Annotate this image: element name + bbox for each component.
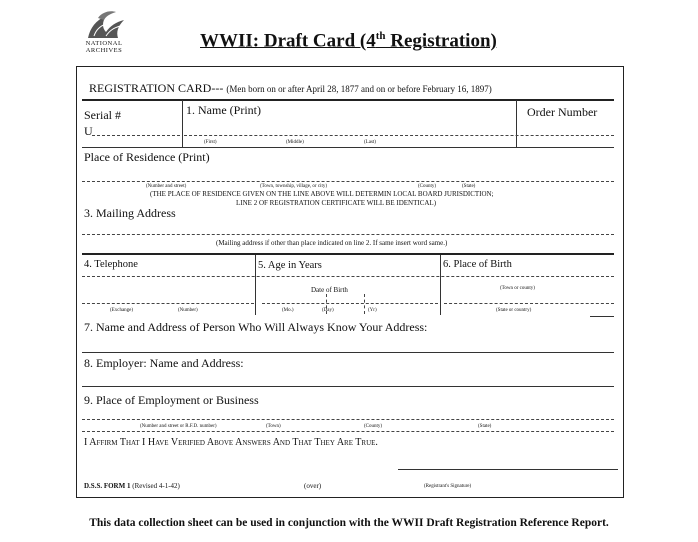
- residence-state-caption: (State): [462, 184, 476, 189]
- card-heading: REGISTRATION CARD--- (Men born on or after April 28, 1877 and on or before February 16, 1897): [89, 81, 492, 95]
- mailing-label: 3. Mailing Address: [84, 206, 176, 220]
- divider: [590, 316, 614, 317]
- residence-county-caption: (County): [418, 184, 437, 189]
- dob-label: Date of Birth: [311, 286, 348, 294]
- residence-town-caption: (Town, township, village, or city): [260, 184, 327, 189]
- employer-input-line[interactable]: [82, 386, 614, 387]
- residence-street-caption: (Number and street): [146, 184, 187, 189]
- exchange-caption: (Exchange): [110, 308, 134, 313]
- serial-input-line[interactable]: [92, 135, 180, 136]
- serial-prefix: U: [84, 124, 93, 138]
- dob-divider: [364, 294, 365, 314]
- mailing-note: (Mailing address if other than place indicated on line 2. If same insert word same.): [216, 239, 448, 247]
- employer-label: 8. Employer: Name and Address:: [84, 356, 244, 370]
- employment-county-caption: (County): [364, 424, 383, 429]
- birthplace-input-line[interactable]: [444, 303, 614, 304]
- residence-input-line[interactable]: [82, 181, 614, 182]
- over-note: (over): [304, 482, 322, 490]
- year-caption: (Yr): [368, 308, 377, 313]
- divider: [82, 431, 614, 432]
- mailing-input-line[interactable]: [82, 234, 614, 235]
- employment-label: 9. Place of Employment or Business: [84, 393, 259, 407]
- form-id: D.S.S. FORM 1 (Revised 4-1-42): [84, 482, 180, 490]
- employment-street-caption: (Number and street or R.F.D. number): [140, 424, 217, 429]
- divider: [516, 100, 517, 148]
- state-country-caption: (State or country): [496, 308, 532, 313]
- name-first-caption: (First): [204, 140, 217, 145]
- birthplace-label: 6. Place of Birth: [443, 259, 512, 270]
- divider: [182, 100, 183, 148]
- name-last-caption: (Last): [364, 140, 376, 145]
- affirmation-text: I Affirm That I Have Verified Above Answers And That They Are True.: [84, 437, 378, 448]
- registration-card: [76, 66, 624, 498]
- contact-label: 7. Name and Address of Person Who Will Always Know Your Address:: [84, 320, 428, 334]
- telephone-label: 4. Telephone: [84, 259, 138, 270]
- name-input-line[interactable]: [184, 135, 614, 136]
- month-caption: (Mo.): [282, 308, 294, 313]
- heading-rule: [82, 99, 614, 101]
- residence-note-1: (THE PLACE OF RESIDENCE GIVEN ON THE LINE ABOVE WILL DETERMIN LOCAL BOARD JURISDICTION;: [150, 190, 494, 198]
- birth-town-caption: (Town or county): [500, 286, 535, 291]
- employment-state-caption: (State): [478, 424, 492, 429]
- telephone-input-line[interactable]: [82, 303, 254, 304]
- section-rule: [82, 253, 614, 255]
- serial-label: Serial #: [84, 108, 121, 122]
- order-number-label: Order Number: [527, 105, 598, 119]
- employment-input-line[interactable]: [82, 419, 614, 420]
- day-caption: (Day): [322, 308, 334, 313]
- signature-caption: (Registrant's Signature): [424, 484, 472, 489]
- page-title: WWII: Draft Card (4th Registration): [200, 30, 497, 52]
- residence-label: Place of Residence (Print): [84, 150, 210, 164]
- employment-town-caption: (Town): [266, 424, 281, 429]
- name-label: 1. Name (Print): [186, 103, 261, 117]
- divider: [255, 255, 256, 315]
- logo-text: NATIONAL ARCHIVES: [85, 40, 123, 54]
- dob-input-line[interactable]: [262, 303, 438, 304]
- number-caption: (Number): [178, 308, 198, 313]
- age-label: 5. Age in Years: [258, 260, 322, 271]
- name-middle-caption: (Middle): [286, 140, 304, 145]
- contact-input-line[interactable]: [82, 352, 614, 353]
- footer-note: This data collection sheet can be used in conjunction with the WWII Draft Registration Reference Report.: [89, 517, 609, 529]
- signature-line[interactable]: [398, 469, 618, 470]
- residence-note-2: LINE 2 OF REGISTRATION CERTIFICATE WILL BE IDENTICAL): [236, 199, 437, 207]
- divider: [82, 147, 614, 148]
- row4-input-line[interactable]: [82, 276, 614, 277]
- divider: [440, 255, 441, 315]
